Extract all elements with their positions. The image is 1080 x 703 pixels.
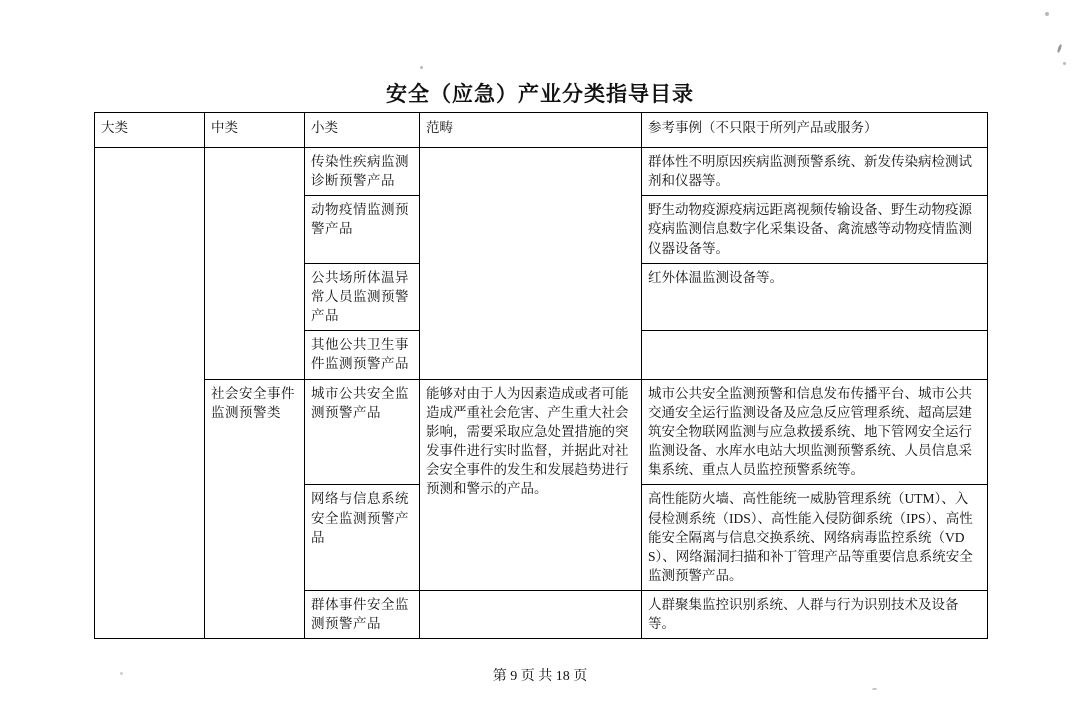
classification-table [94,112,988,639]
column-header-scope: 范畴 [420,113,642,148]
cell-minor-category: 动物疫情监测预警产品 [305,196,420,263]
page-title: 安全（应急）产业分类指导目录 [386,82,694,106]
table-row [95,379,988,485]
cell-minor-category: 其他公共卫生事件监测预警产品 [305,331,420,379]
cell-examples: 高性能防火墙、高性能统一威胁管理系统（UTM）、入侵检测系统（IDS）、高性能入侵防御系统（IPS）、高性能安全隔离与信息交换系统、网络病毒监控系统（VDS）、网络漏洞扫描和补丁管理产品等重要信息系统安全监测预警产品。 [642,485,988,591]
column-header-middle: 中类 [205,113,305,148]
cell-minor-category: 群体事件安全监测预警产品 [305,591,420,639]
column-header-examples: 参考事例（不只限于所列产品或服务） [642,113,988,148]
cell-examples: 红外体温监测设备等。 [642,263,988,330]
cell-minor-category: 城市公共安全监测预警产品 [305,379,420,485]
cell-examples: 野生动物疫源疫病远距离视频传输设备、野生动物疫源疫病监测信息数字化采集设备、禽流感等动物疫情监测仪器设备等。 [642,196,988,263]
cell-middle-category: 社会安全事件监测预警类 [205,379,305,639]
cell-scope: 能够对由于人为因素造成或者可能造成严重社会危害、产生重大社会影响，需要采取应急处置措施的突发事件进行实时监督，并据此对社会安全事件的发生和发展趋势进行预测和警示的产品。 [420,379,642,591]
scan-speck [1057,44,1063,53]
cell-examples [642,331,988,379]
scan-speck [420,66,423,69]
page-footer: 第 9 页 共 18 页 [492,669,588,684]
table-row [95,148,988,196]
column-header-minor: 小类 [305,113,420,148]
table-header-row [95,113,988,148]
cell-scope [420,591,642,639]
cell-examples: 城市公共安全监测预警和信息发布传播平台、城市公共交通安全运行监测设备及应急反应管理系统、超高层建筑安全物联网监测与应急救援系统、地下管网安全运行监测设备、水库水电站大坝监测预警系统、人员信息采集系统、重点人员监控预警系统等。 [642,379,988,485]
cell-examples: 人群聚集监控识别系统、人群与行为识别技术及设备等。 [642,591,988,639]
cell-major-category [95,148,205,639]
scan-speck [1045,12,1049,16]
cell-examples: 群体性不明原因疾病监测预警系统、新发传染病检测试剂和仪器等。 [642,148,988,196]
cell-minor-category: 传染性疾病监测诊断预警产品 [305,148,420,196]
cell-scope [420,148,642,380]
scan-speck [872,688,877,690]
scan-speck [1063,62,1066,65]
cell-minor-category: 公共场所体温异常人员监测预警产品 [305,263,420,330]
column-header-major: 大类 [95,113,205,148]
cell-middle-category [205,148,305,380]
cell-minor-category: 网络与信息系统安全监测预警产品 [305,485,420,591]
